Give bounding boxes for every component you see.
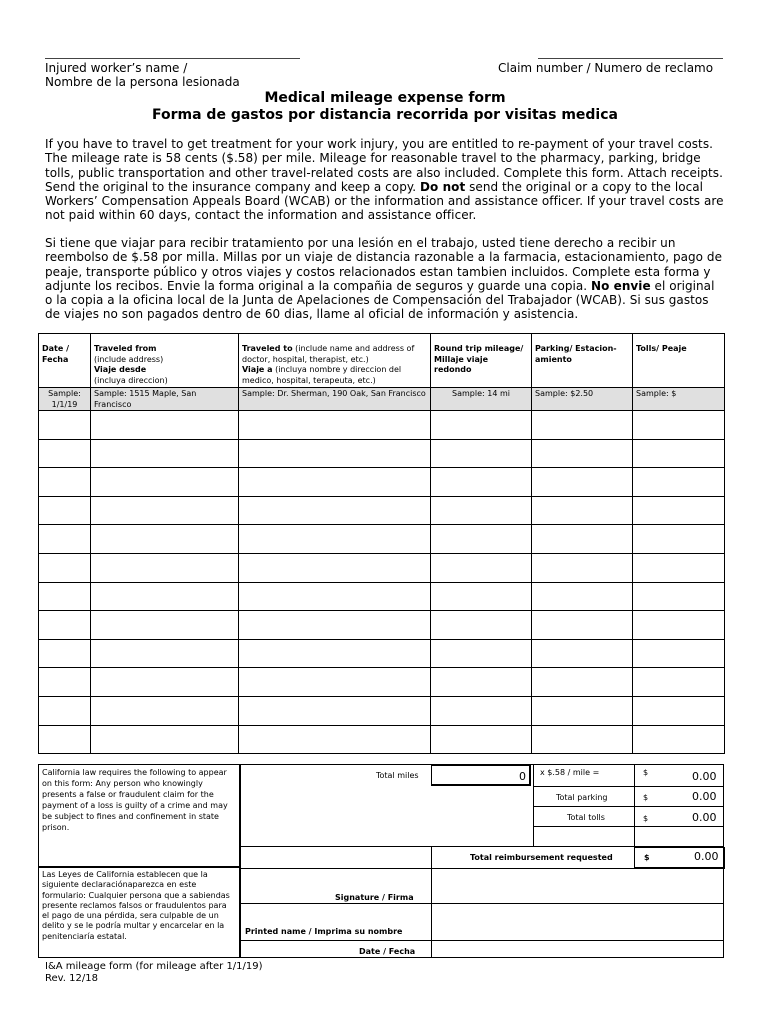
miles-cell[interactable] bbox=[431, 725, 532, 754]
table-row[interactable] bbox=[39, 468, 725, 497]
miles-cell[interactable] bbox=[431, 468, 532, 497]
parking-cell[interactable] bbox=[532, 525, 633, 554]
from-cell[interactable] bbox=[91, 611, 239, 640]
date-cell[interactable] bbox=[39, 525, 91, 554]
parking-cell[interactable] bbox=[532, 411, 633, 440]
to-cell[interactable] bbox=[239, 639, 431, 668]
to-cell[interactable] bbox=[239, 468, 431, 497]
table-row[interactable] bbox=[39, 668, 725, 697]
to-cell[interactable] bbox=[239, 696, 431, 725]
to-cell[interactable] bbox=[239, 496, 431, 525]
table-row[interactable] bbox=[39, 553, 725, 582]
tolls-cell[interactable] bbox=[633, 696, 725, 725]
instructions-es-bold: No envie bbox=[591, 278, 651, 293]
from-cell[interactable] bbox=[91, 553, 239, 582]
date-cell[interactable] bbox=[39, 439, 91, 468]
miles-cell[interactable] bbox=[431, 496, 532, 525]
total-tolls-label: Total tolls bbox=[567, 813, 605, 822]
footer-revision: Rev. 12/18 bbox=[45, 972, 98, 984]
tolls-cell[interactable] bbox=[633, 668, 725, 697]
tolls-cell[interactable] bbox=[633, 439, 725, 468]
date-cell[interactable] bbox=[39, 496, 91, 525]
miles-cell[interactable] bbox=[431, 582, 532, 611]
date-cell[interactable] bbox=[39, 553, 91, 582]
tolls-cell[interactable] bbox=[633, 639, 725, 668]
instructions-en-bold: Do not bbox=[420, 179, 466, 194]
from-cell[interactable] bbox=[91, 468, 239, 497]
rate-label: x $.58 / mile = bbox=[540, 768, 600, 777]
instructions-en-part2: send the original or a copy to the local Workers’ Compensation Appeals Board (WCAB) or the information and assistance officer. If your travel costs are not paid within 60 days, contact the information and assistance officer. bbox=[45, 179, 724, 223]
form-title-en: Medical mileage expense form bbox=[264, 90, 506, 106]
parking-cell[interactable] bbox=[532, 668, 633, 697]
name-label-en: Injured worker’s name / bbox=[45, 61, 188, 75]
to-cell[interactable] bbox=[239, 668, 431, 697]
total-miles-value: 0 bbox=[519, 770, 526, 783]
name-label-es: Nombre de la persona lesionada bbox=[45, 75, 240, 89]
mileage-amount[interactable]: 0.00 bbox=[692, 770, 717, 783]
injured-worker-name-line[interactable] bbox=[45, 58, 300, 59]
claim-number-line[interactable] bbox=[538, 58, 723, 59]
date-cell[interactable] bbox=[39, 468, 91, 497]
printed-name-label: Printed name / Imprima su nombre bbox=[245, 927, 403, 936]
col-header-traveled-to: Traveled to (include name and address of doctor, hospital, therapist, etc.) Viaje a (incluya nombre y direccion del medico, hospital, terapeuta, etc.) bbox=[239, 334, 431, 388]
notice-en: California law requires the following to appear on this form: Any person who knowingly presents a false or fraudulent claim for the payment of a loss is guilty of a crime and may be subject to fines and confinement in state prison. bbox=[42, 768, 228, 832]
from-cell[interactable] bbox=[91, 582, 239, 611]
to-cell[interactable] bbox=[239, 411, 431, 440]
table-header-row bbox=[39, 334, 725, 388]
from-cell[interactable] bbox=[91, 496, 239, 525]
date-cell[interactable] bbox=[39, 696, 91, 725]
parking-cell[interactable] bbox=[532, 439, 633, 468]
parking-cell[interactable] bbox=[532, 496, 633, 525]
to-cell[interactable] bbox=[239, 439, 431, 468]
parking-cell[interactable] bbox=[532, 582, 633, 611]
from-cell[interactable] bbox=[91, 439, 239, 468]
instructions-en-part1: If you have to travel to get treatment for your work injury, you are entitled to re-payment of your travel costs. The mileage rate is 58 cents ($.58) per mile. Mileage for reasonable travel to the pharmacy, parking, bridge tolls, public transportation and other travel-related costs are also included. Complete this form. Attach receipts. Send the original to the insurance company and keep a copy. bbox=[45, 137, 723, 194]
date-field[interactable] bbox=[432, 941, 723, 958]
from-cell[interactable] bbox=[91, 668, 239, 697]
from-cell[interactable] bbox=[91, 725, 239, 754]
tolls-dollar-sign: $ bbox=[643, 814, 649, 823]
sample-from: Sample: 1515 Maple, San Francisco bbox=[91, 388, 239, 411]
reimbursement-amount: 0.00 bbox=[694, 850, 719, 863]
total-miles-label: Total miles bbox=[376, 771, 419, 780]
injured-worker-name-label bbox=[45, 61, 240, 89]
col-header-parking: Parking/ Estacion-amiento bbox=[532, 334, 633, 388]
miles-cell[interactable] bbox=[431, 639, 532, 668]
col-header-date: Date / Fecha bbox=[39, 334, 91, 388]
table-row[interactable] bbox=[39, 639, 725, 668]
col-header-tolls: Tolls/ Peaje bbox=[633, 334, 725, 388]
to-cell[interactable] bbox=[239, 553, 431, 582]
table-row[interactable] bbox=[39, 439, 725, 468]
notice-es: Las Leyes de California establecen que la siguiente declaraciónaparezca en este formulario: Cualquier persona que a sabiendas presente reclamos falsos or fraudulentos para el pago de una pérdida, sera culpable de un delito y se le podría multar y encarcelar en la penitenciaría estatal. bbox=[42, 870, 230, 941]
tolls-cell[interactable] bbox=[633, 411, 725, 440]
tolls-cell[interactable] bbox=[633, 553, 725, 582]
parking-dollar-sign: $ bbox=[643, 793, 649, 802]
table-row[interactable] bbox=[39, 725, 725, 754]
from-cell[interactable] bbox=[91, 411, 239, 440]
table-row[interactable] bbox=[39, 411, 725, 440]
from-cell[interactable] bbox=[91, 525, 239, 554]
tolls-cell[interactable] bbox=[633, 611, 725, 640]
to-cell[interactable] bbox=[239, 725, 431, 754]
parking-amount[interactable]: 0.00 bbox=[692, 790, 717, 803]
col-header-traveled-from: Traveled from (include address) Viaje desde (incluya direccion) bbox=[91, 334, 239, 388]
sample-row bbox=[39, 388, 725, 411]
form-title-es: Forma de gastos por distancia recorrida por visitas medica bbox=[152, 107, 618, 123]
table-row[interactable] bbox=[39, 696, 725, 725]
to-cell[interactable] bbox=[239, 525, 431, 554]
sample-parking: Sample: $2.50 bbox=[532, 388, 633, 411]
reimbursement-label: Total reimbursement requested bbox=[470, 853, 613, 862]
date-label: Date / Fecha bbox=[359, 947, 416, 956]
footer-form-name: I&A mileage form (for mileage after 1/1/19) bbox=[45, 961, 263, 972]
total-miles-field[interactable] bbox=[431, 765, 531, 786]
tolls-cell[interactable] bbox=[633, 496, 725, 525]
tolls-cell[interactable] bbox=[633, 468, 725, 497]
mileage-dollar-sign: $ bbox=[643, 768, 649, 777]
tolls-cell[interactable] bbox=[633, 582, 725, 611]
miles-cell[interactable] bbox=[431, 439, 532, 468]
instructions-es-part2: el original o la copia a la oficina local de la Junta de Apelaciones de Compensación del Trabajador (WCAB). Si sus gastos de viajes no son pagados dentro de 60 dias, llame al oficial de información y asistencia. bbox=[45, 278, 715, 322]
printed-name-field[interactable] bbox=[432, 904, 723, 940]
reimbursement-dollar-sign: $ bbox=[644, 853, 650, 862]
instructions-es-part1: Si tiene que viajar para recibir tratamiento por una lesión en el trabajo, usted tiene derecho a recibir un reembolso de $.58 por milla. Millas por un viaje de distancia razonable a la farmacia, estacionamiento, pago de peaje, transporte público y otros viajes y costos relacionados estan tambien incluidos. Complete esta forma y adjunte los recibos. Envie la forma original a la compañia de seguros y guarde una copia. bbox=[45, 236, 723, 293]
table-row[interactable] bbox=[39, 611, 725, 640]
tolls-cell[interactable] bbox=[633, 525, 725, 554]
signature-field[interactable] bbox=[432, 869, 723, 903]
date-cell[interactable] bbox=[39, 639, 91, 668]
miles-cell[interactable] bbox=[431, 696, 532, 725]
table-row[interactable] bbox=[39, 496, 725, 525]
parking-cell[interactable] bbox=[532, 553, 633, 582]
footer bbox=[45, 961, 263, 984]
date-cell[interactable] bbox=[39, 582, 91, 611]
date-cell[interactable] bbox=[39, 411, 91, 440]
sample-date: Sample: 1/1/19 bbox=[39, 388, 91, 411]
to-cell[interactable] bbox=[239, 611, 431, 640]
table-row[interactable] bbox=[39, 525, 725, 554]
instructions-en bbox=[45, 137, 725, 223]
tolls-cell[interactable] bbox=[633, 725, 725, 754]
from-cell[interactable] bbox=[91, 696, 239, 725]
date-cell[interactable] bbox=[39, 725, 91, 754]
table-row[interactable] bbox=[39, 582, 725, 611]
miles-cell[interactable] bbox=[431, 525, 532, 554]
parking-cell[interactable] bbox=[532, 639, 633, 668]
signature-label: Signature / Firma bbox=[335, 893, 414, 902]
date-cell[interactable] bbox=[39, 611, 91, 640]
miles-cell[interactable] bbox=[431, 411, 532, 440]
parking-cell[interactable] bbox=[532, 468, 633, 497]
tolls-amount[interactable]: 0.00 bbox=[692, 811, 717, 824]
sample-to: Sample: Dr. Sherman, 190 Oak, San Francisco bbox=[239, 388, 431, 411]
total-parking-label: Total parking bbox=[556, 793, 608, 802]
claim-number-label: Claim number / Numero de reclamo bbox=[498, 61, 714, 75]
parking-cell[interactable] bbox=[532, 611, 633, 640]
miles-cell[interactable] bbox=[431, 553, 532, 582]
miles-cell[interactable] bbox=[431, 611, 532, 640]
to-cell[interactable] bbox=[239, 582, 431, 611]
parking-cell[interactable] bbox=[532, 696, 633, 725]
date-cell[interactable] bbox=[39, 668, 91, 697]
sample-miles: Sample: 14 mi bbox=[431, 388, 532, 411]
from-cell[interactable] bbox=[91, 639, 239, 668]
parking-cell[interactable] bbox=[532, 725, 633, 754]
miles-cell[interactable] bbox=[431, 668, 532, 697]
instructions-es bbox=[45, 236, 725, 322]
col-header-round-trip: Round trip mileage/ Millaje viaje redondo bbox=[431, 334, 532, 388]
mileage-table bbox=[38, 333, 725, 754]
sample-tolls: Sample: $ bbox=[633, 388, 725, 411]
